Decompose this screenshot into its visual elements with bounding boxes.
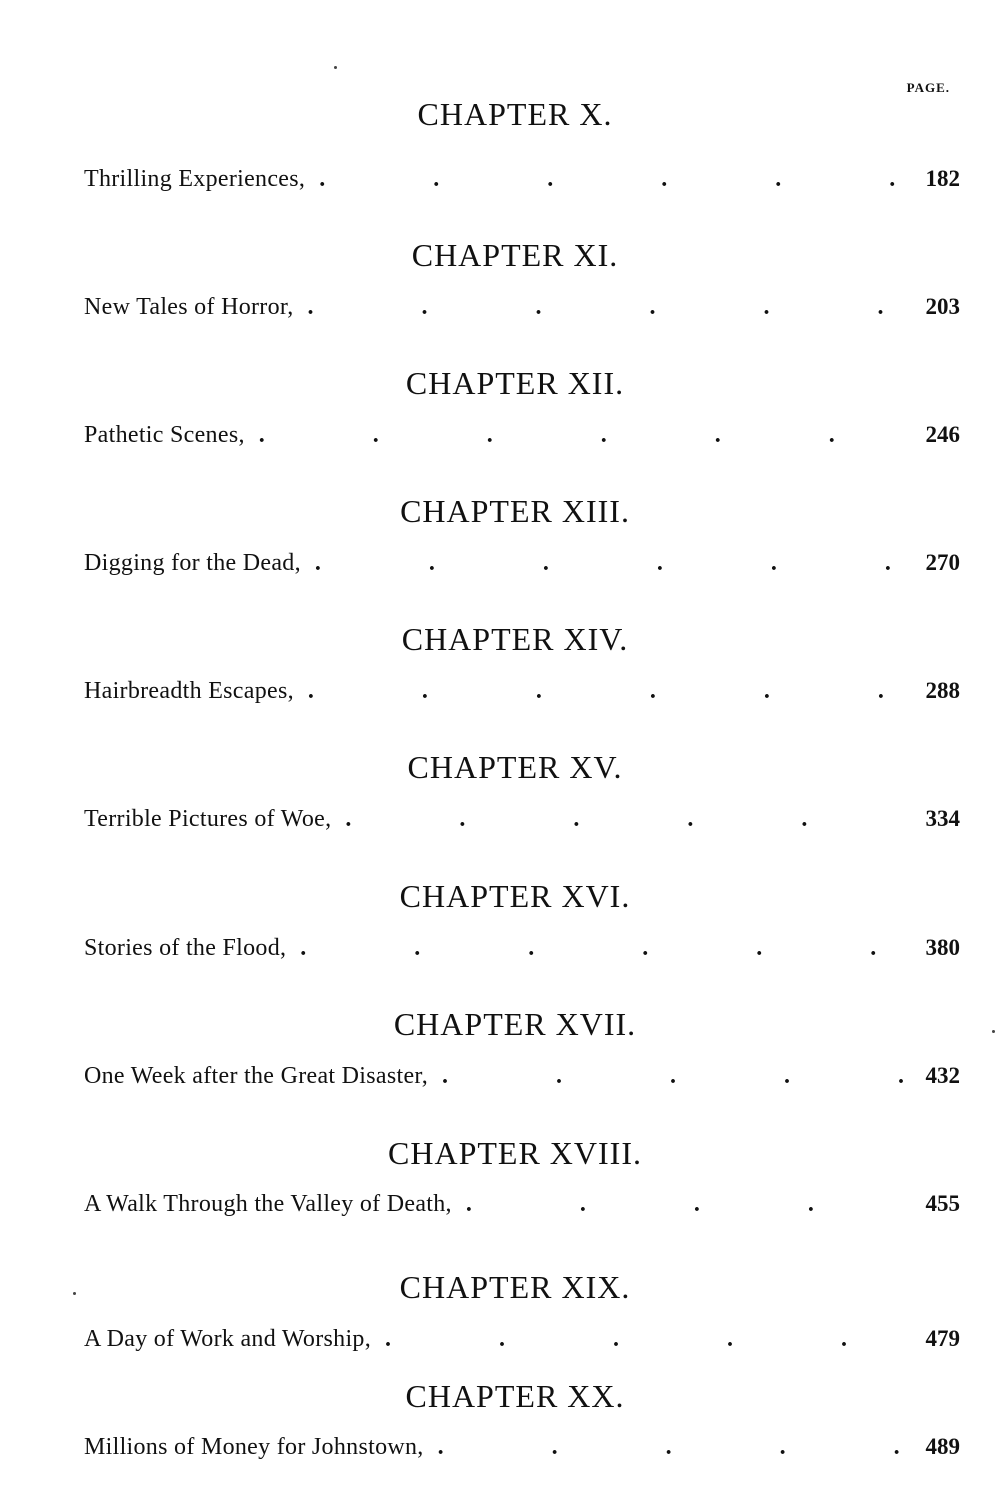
toc-entry[interactable] [84, 804, 960, 834]
entry-page-number: 455 [925, 1191, 960, 1216]
entry-page-number: 182 [925, 166, 960, 191]
entry-title: Pathetic Scenes, [84, 422, 245, 448]
entry-page-number: 334 [925, 806, 960, 831]
entry-page-number: 380 [925, 935, 960, 960]
chapter-heading: CHAPTER XVIII. [388, 1135, 642, 1171]
chapter-heading: CHAPTER XIV. [401, 621, 629, 657]
entry-page-number: 479 [925, 1326, 960, 1351]
dot-leader [308, 292, 910, 322]
entry-title: Stories of the Flood, [84, 935, 287, 961]
scan-speck [334, 66, 337, 69]
dot-leader [466, 1189, 910, 1219]
entry-page-number: 432 [925, 1063, 960, 1088]
dot-leader [308, 676, 910, 706]
entry-title: A Day of Work and Worship, [84, 1326, 372, 1352]
toc-entry[interactable] [84, 548, 960, 578]
entry-page-number: 203 [925, 294, 960, 319]
dot-leader [259, 420, 910, 450]
entry-title: Terrible Pictures of Woe, [84, 806, 332, 832]
entry-title: A Walk Through the Valley of Death, [84, 1191, 452, 1217]
chapter-heading: CHAPTER X. [417, 96, 613, 132]
dot-leader [345, 804, 910, 834]
dot-leader [319, 164, 910, 194]
chapter-heading: CHAPTER XVI. [399, 878, 631, 914]
entry-page-number: 288 [925, 678, 960, 703]
entry-title: One Week after the Great Disaster, [84, 1063, 429, 1089]
toc-entry[interactable] [84, 1189, 960, 1219]
dot-leader [300, 933, 910, 963]
dot-leader [442, 1061, 910, 1091]
toc-entry[interactable] [84, 1432, 960, 1462]
entry-title: Hairbreadth Escapes, [84, 678, 294, 704]
entry-title: Millions of Money for Johnstown, [84, 1434, 424, 1460]
entry-title: Thrilling Experiences, [84, 166, 306, 192]
entry-page-number: 270 [925, 550, 960, 575]
toc-entry[interactable] [84, 164, 960, 194]
toc-entry[interactable] [84, 292, 960, 322]
dot-leader [438, 1432, 910, 1462]
chapter-heading: CHAPTER XI. [411, 237, 619, 273]
chapter-heading: CHAPTER XIII. [400, 493, 630, 529]
toc-entry[interactable] [84, 1061, 960, 1091]
scan-speck [73, 1292, 76, 1295]
chapter-heading: CHAPTER XIX. [399, 1269, 631, 1305]
page-column-label: PAGE. [906, 80, 950, 95]
dot-leader [385, 1324, 910, 1354]
toc-entry[interactable] [84, 1324, 960, 1354]
toc-entry[interactable] [84, 676, 960, 706]
toc-entry[interactable] [84, 420, 960, 450]
entry-page-number: 246 [925, 422, 960, 447]
entry-title: New Tales of Horror, [84, 294, 294, 320]
chapter-heading: CHAPTER XV. [407, 749, 623, 785]
scan-speck [992, 1030, 995, 1033]
dot-leader [315, 548, 910, 578]
entry-page-number: 489 [925, 1434, 960, 1459]
chapter-heading: CHAPTER XVII. [393, 1006, 637, 1042]
entry-title: Digging for the Dead, [84, 550, 301, 576]
chapter-heading: CHAPTER XII. [405, 365, 625, 401]
chapter-heading: CHAPTER XX. [405, 1378, 625, 1414]
toc-entry[interactable] [84, 933, 960, 963]
